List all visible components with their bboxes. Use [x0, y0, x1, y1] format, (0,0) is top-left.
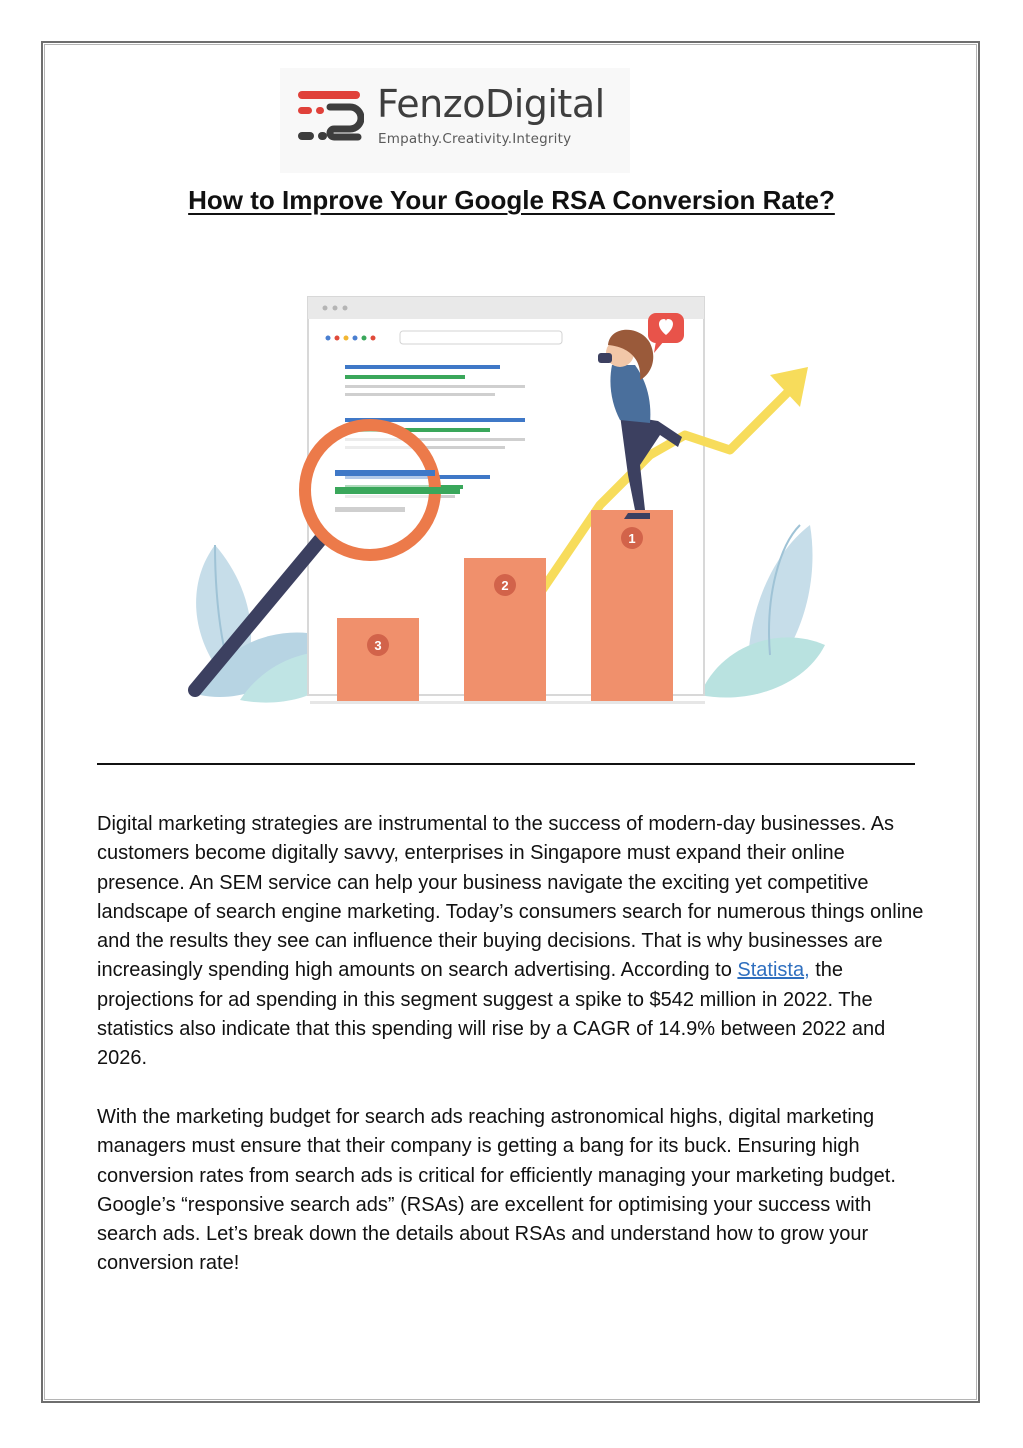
logo-wordmark: FenzoDigital	[377, 82, 605, 126]
company-logo	[280, 68, 630, 173]
logo-tagline: Empathy.Creativity.Integrity	[378, 131, 572, 147]
statista-link-comma: ,	[804, 959, 810, 982]
bar-badge-3: 3	[374, 638, 382, 653]
logo-mark-icon	[294, 88, 364, 150]
intro-text-before-link: Digital marketing strategies are instrumental to the success of modern-day businesses. As customers become digitally savvy, enterprises in Singapore must expand their online presence. An SEM service can help your business navigate the exciting yet competitive landscape of search engine marketing. Today’s consumers search for numerous things online and the results they see can influence their buying decisions. That is why businesses are increasingly spending high amounts on search advertising. According to	[97, 813, 924, 982]
article-title	[0, 185, 1023, 216]
leaf-right-icon	[700, 525, 825, 698]
intro-paragraph	[97, 810, 927, 1074]
statista-link[interactable]: Statista	[737, 959, 805, 982]
section-divider	[97, 763, 915, 765]
bar-badge-2: 2	[501, 578, 509, 593]
hero-illustration	[180, 225, 830, 735]
second-paragraph: With the marketing budget for search ads reaching astronomical highs, digital marketing managers must ensure that their company is getting a bang for its buck. Ensuring high conversion rates from search ads is critical for efficiently managing your marketing budget. Google’s “responsive search ads” (RSAs) are excellent for optimising your success with search ads. Let’s break down the details about RSAs and understand how to grow your conversion rate!	[97, 1106, 896, 1275]
intro-text-after-link: the projections for ad spending in this segment suggest a spike to $542 million in 2022. The statistics also indicate that this spending will rise by a CAGR of 14.9% between 2022 and 2026.	[97, 959, 886, 1070]
bar-badge-1: 1	[628, 531, 636, 546]
article-title-text: How to Improve Your Google RSA Conversion Rate?	[188, 185, 835, 215]
